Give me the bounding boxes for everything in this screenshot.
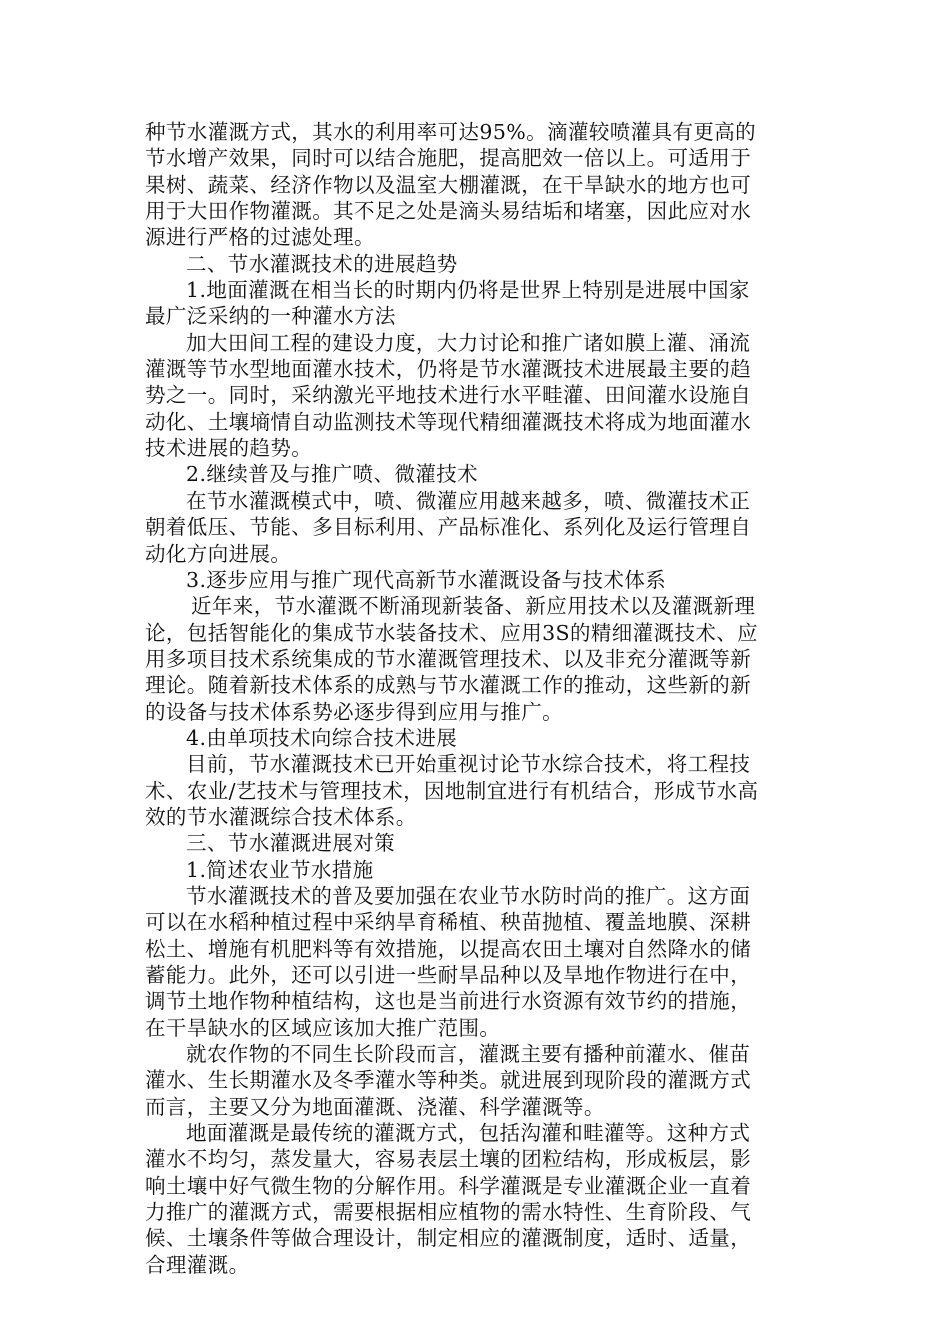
text-line: 最广泛采纳的一种灌水方法 [145,304,396,329]
document-body [145,119,807,1278]
text-line: 蓄能力。此外，还可以引进一些耐旱品种以及旱地作物进行在中， [145,963,752,987]
text-line: 就农作物的不同生长阶段而言，灌溉主要有播种前灌水、催苗 [186,1042,751,1067]
text-line: 在节水灌溉模式中，喷、微灌应用越来越多，喷、微灌技术正 [186,488,751,513]
text-line: 灌溉等节水型地面灌水技术，仍将是节水灌溉技术进展最主要的趋 [145,357,752,382]
text-line: 灌水、生长期灌水及冬季灌水等种类。就进展到现阶段的灌溉方式 [145,1068,752,1093]
text-line: 力推广的灌溉方式，需要根据相应植物的需水特性、生育阶段、气 [145,1200,752,1225]
text-line: 合理灌溉。 [145,1252,250,1277]
text-line: 技术进展的趋势。 [145,436,313,461]
text-line: 4.由单项技术向综合技术进展 [186,725,458,750]
text-line: 近年来，节水灌溉不断涌现新装备、新应用技术以及灌溉新理 [191,594,756,619]
text-line: 目前，节水灌溉技术已开始重视讨论节水综合技术，将工程技 [186,752,751,777]
text-line: 候、土壤条件等做合理设计，制定相应的灌溉制度，适时、适量， [145,1226,752,1251]
text-line: 1.地面灌溉在相当长的时期内仍将是世界上特别是进展中国家 [186,278,750,303]
text-line: 的设备与技术体系势必逐步得到应用与推广。 [145,699,563,724]
text-line: 节水灌溉技术的普及要加强在农业节水防时尚的推广。这方面 [186,883,751,908]
text-line: 三、节水灌溉进展对策 [186,831,395,856]
text-line: 可以在水稻种植过程中采纳旱育稀植、秧苗抛植、覆盖地膜、深耕 [145,910,752,935]
text-line: 在干旱缺水的区域应该加大推广范围。 [145,1015,501,1040]
text-line: 而言，主要又分为地面灌溉、浇灌、科学灌溉等。 [145,1094,605,1119]
text-line: 2.继续普及与推广喷、微灌技术 [186,462,479,487]
text-line: 加大田间工程的建设力度，大力讨论和推广诸如膜上灌、涌流 [186,330,751,355]
text-line: 节水增产效果，同时可以结合施肥，提高肥效一倍以上。可适用于 [145,146,752,171]
text-line: 动化方向进展。 [145,541,292,566]
text-line: 松土、增施有机肥料等有效措施，以提高农田土壤对自然降水的储 [145,936,752,961]
text-line: 源进行严格的过滤处理。 [145,225,375,250]
text-line: 用多项目技术系统集成的节水灌溉管理技术、以及非充分灌溉等新 [145,646,752,671]
text-line: 术、农业/艺技术与管理技术，因地制宜进行有机结合，形成节水高 [145,778,759,803]
text-line: 果树、蔬菜、经济作物以及温室大棚灌溉，在干旱缺水的地方也可 [145,172,752,197]
text-line: 用于大田作物灌溉。其不足之处是滴头易结垢和堵塞，因此应对水 [145,199,752,224]
text-line: 地面灌溉是最传统的灌溉方式，包括沟灌和畦灌等。这种方式 [186,1121,751,1146]
text-line: 3.逐步应用与推广现代高新节水灌溉设备与技术体系 [186,567,667,592]
text-line: 动化、土壤墒情自动监测技术等现代精细灌溉技术将成为地面灌水 [145,409,752,434]
text-line: 灌水不均匀，蒸发量大，容易表层土壤的团粒结构，形成板层，影 [145,1147,752,1172]
text-line: 势之一。同时，采纳激光平地技术进行水平畦灌、田间灌水设施自 [145,383,752,408]
text-line: 种节水灌溉方式，其水的利用率可达95%。滴灌较喷灌具有更高的 [145,120,757,144]
text-line: 论，包括智能化的集成节水装备技术、应用3S的精细灌溉技术、应 [145,620,759,645]
text-line: 理论。随着新技术体系的成熟与节水灌溉工作的推动，这些新的新 [145,673,752,698]
text-line: 效的节水灌溉综合技术体系。 [145,804,417,829]
text-line: 二、节水灌溉技术的进展趋势 [186,251,458,276]
text-line: 响土壤中好气微生物的分解作用。科学灌溉是专业灌溉企业一直着 [145,1173,752,1198]
text-line: 朝着低压、节能、多目标利用、产品标准化、系列化及运行管理自 [145,515,752,540]
text-line: 1.简述农业节水措施 [186,857,374,882]
text-line: 调节土地作物种植结构，这也是当前进行水资源有效节约的措施， [145,989,752,1014]
